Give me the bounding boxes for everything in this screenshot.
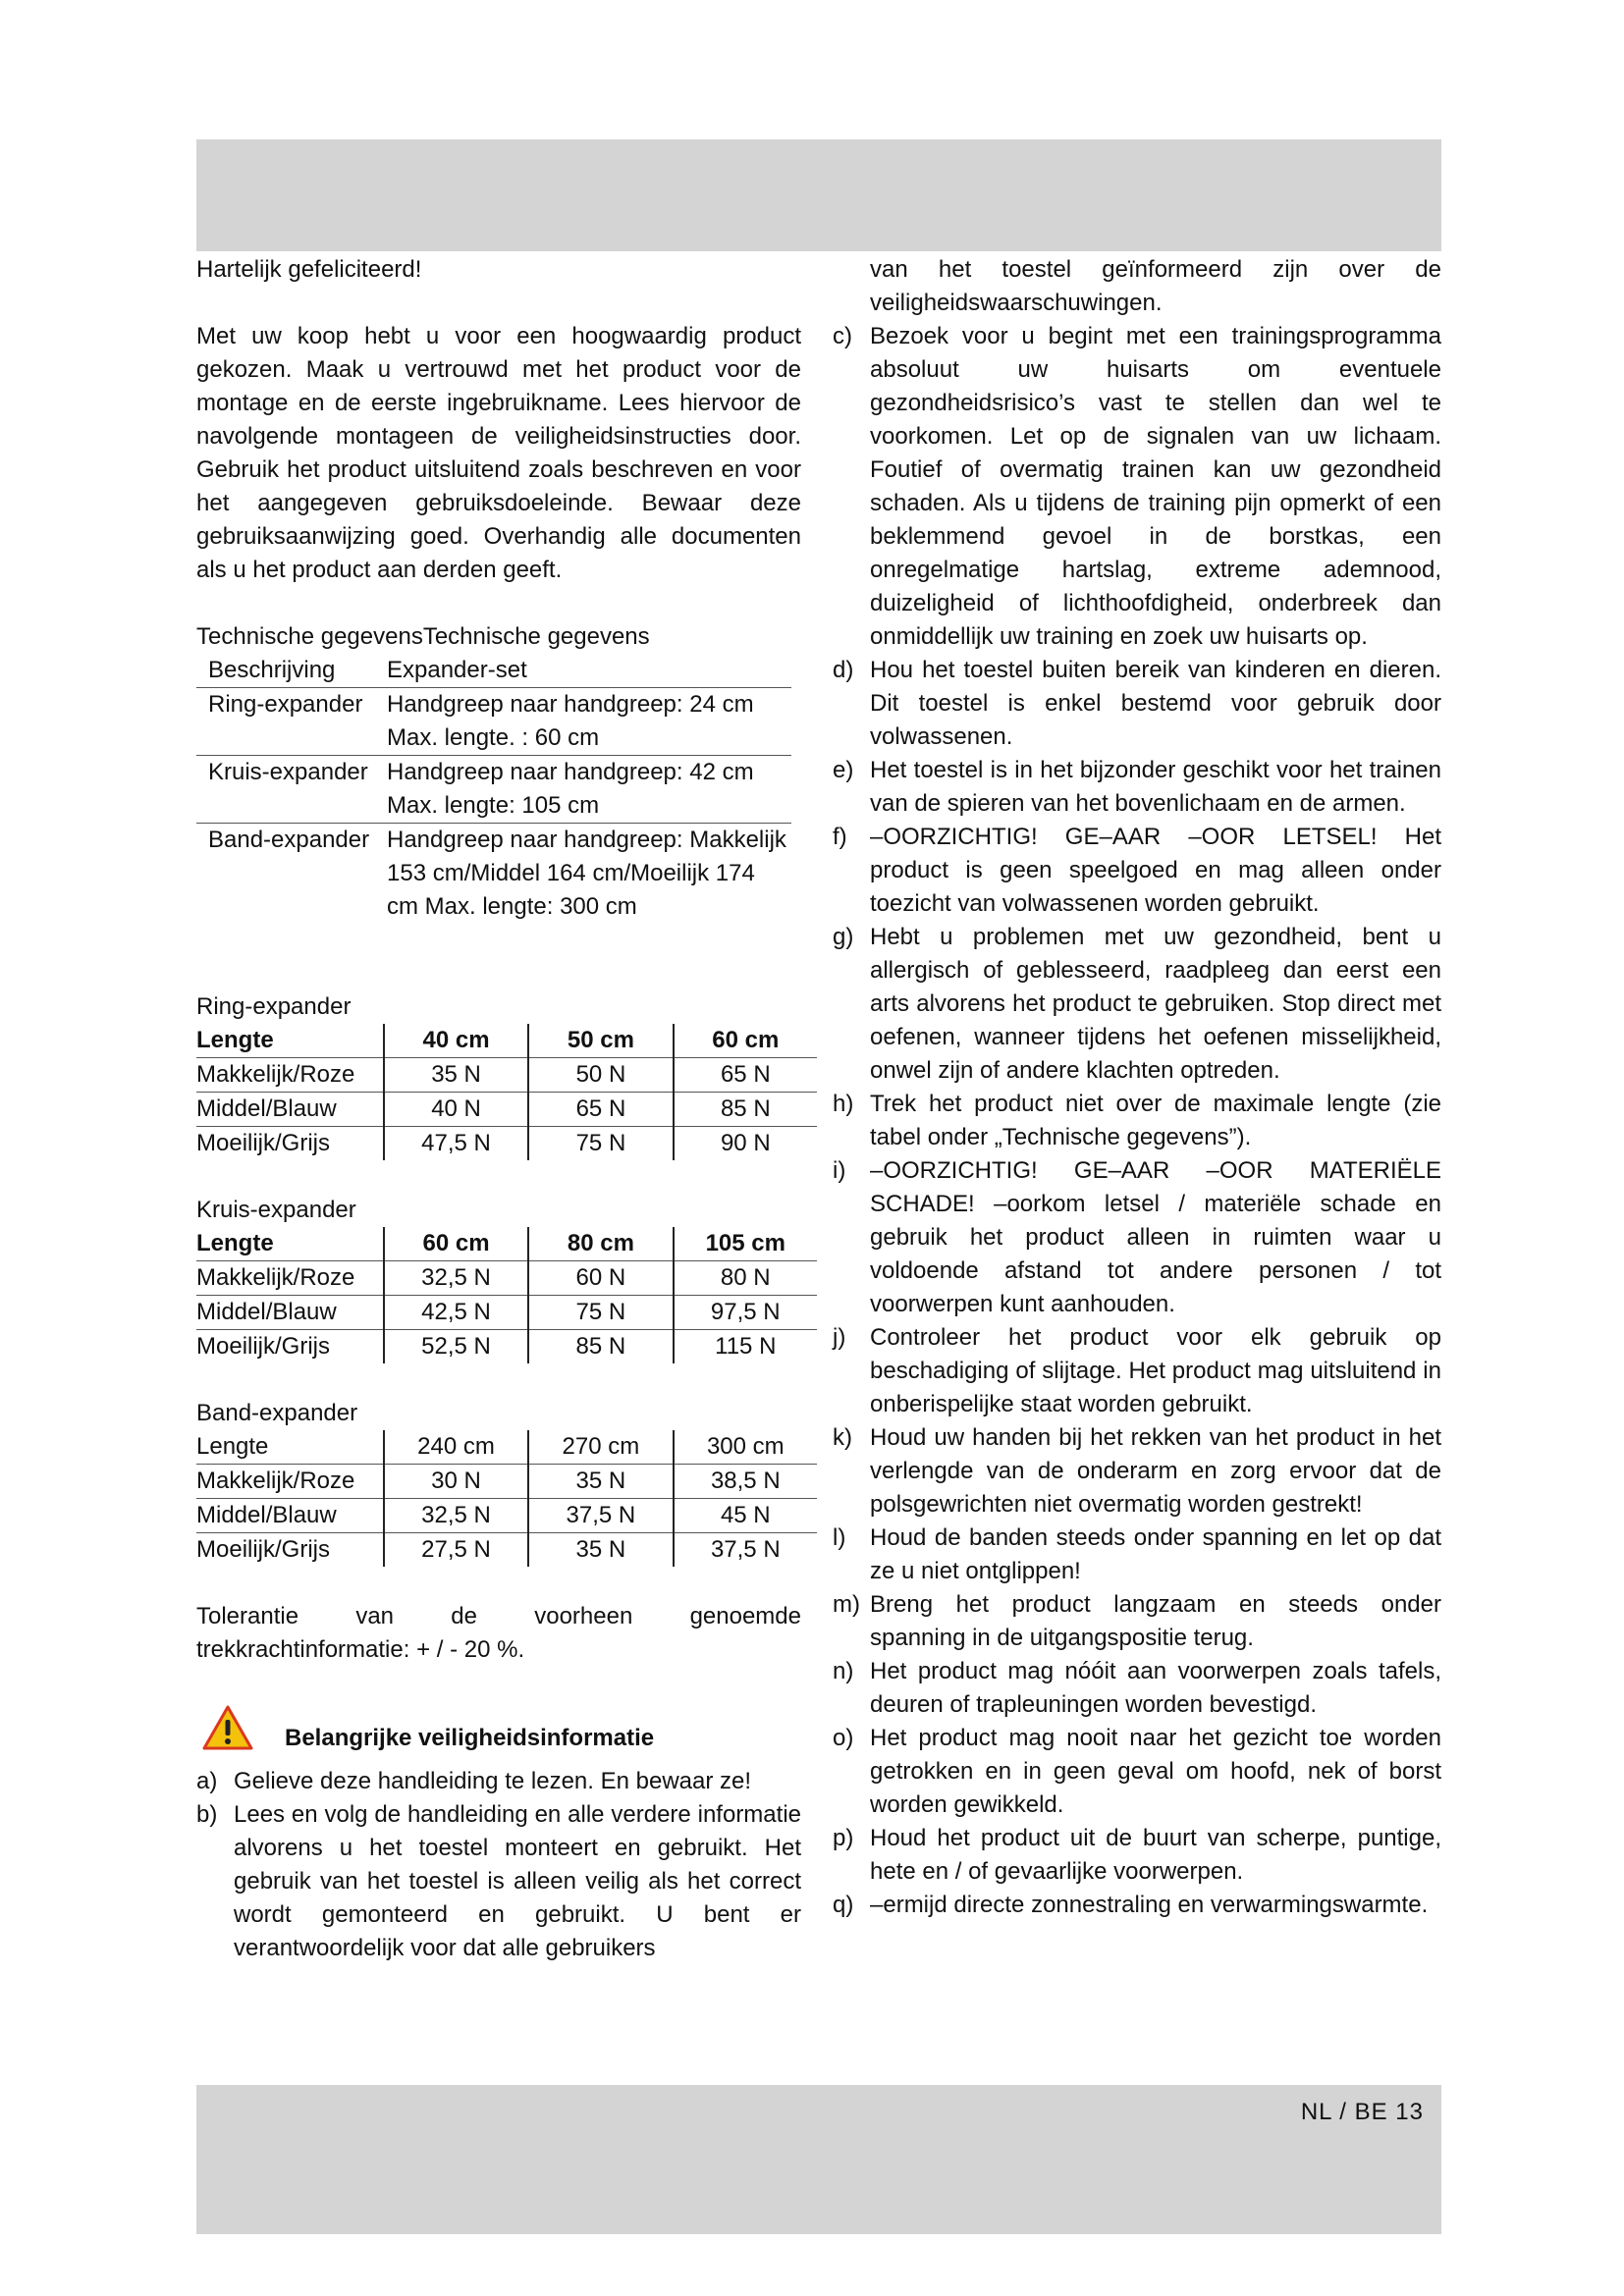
footer-band <box>196 2085 1441 2234</box>
item-text: Gelieve deze handleiding te lezen. En bewaar ze! <box>234 1768 752 1794</box>
safety-title: Belangrijke veiligheidsinformatie <box>285 1725 655 1751</box>
table-row <box>196 1533 817 1568</box>
item-marker: i) <box>833 1157 846 1184</box>
right-column <box>833 253 1441 1922</box>
table-cell: 35 N <box>528 1465 673 1499</box>
tech-label: Beschrijving <box>208 657 336 683</box>
safety-item <box>833 921 1441 1088</box>
tech-row <box>196 688 791 756</box>
table-cell: 75 N <box>528 1296 673 1330</box>
safety-item <box>833 1588 1441 1655</box>
safety-item <box>833 320 1441 654</box>
safety-item <box>196 1798 801 1965</box>
safety-list-left <box>196 1765 801 1965</box>
table-cell: 115 N <box>674 1330 817 1364</box>
safety-item <box>833 1889 1441 1922</box>
table-header-row <box>196 1430 817 1465</box>
table-header-row <box>196 1024 817 1058</box>
item-text: Trek het product niet over de maximale lengte (zie tabel onder „Technische gegevens”). <box>870 1091 1441 1150</box>
safety-list-right <box>833 253 1441 1922</box>
item-text: –OORZICHTIG! GE–AAR –OOR MATERIËLE SCHADE! –oorkom letsel / materiële schade en gebruik het product alleen in ruimten waar u voldoende afstand tot andere personen / tot voorwerpen kunt aanhouden. <box>870 1157 1441 1317</box>
item-marker: n) <box>833 1658 854 1684</box>
header-cell: 40 cm <box>384 1024 528 1058</box>
table-row <box>196 1058 817 1093</box>
safety-item <box>833 1154 1441 1321</box>
header-cell: Lengte <box>196 1430 384 1465</box>
band-expander-title: Band-expander <box>196 1400 358 1426</box>
table-cell: Moeilijk/Grijs <box>196 1130 331 1156</box>
tech-label: Kruis-expander <box>208 759 368 785</box>
tech-value: Handgreep naar handgreep: Makkelijk 153 cm/Middel 164 cm/Moeilijk 174 cm Max. lengte: 300 cm <box>387 827 786 920</box>
safety-item <box>833 1088 1441 1154</box>
table-cell: 65 N <box>528 1093 673 1127</box>
header-cell: 270 cm <box>528 1430 673 1465</box>
table-cell: 37,5 N <box>528 1499 673 1533</box>
safety-item <box>833 1321 1441 1421</box>
table-cell: Moeilijk/Grijs <box>196 1333 331 1360</box>
kruis-expander-title: Kruis-expander <box>196 1197 356 1223</box>
table-cell: 35 N <box>384 1058 528 1093</box>
table-cell: 40 N <box>384 1093 528 1127</box>
safety-item-continued <box>833 253 1441 320</box>
table-cell: 30 N <box>384 1465 528 1499</box>
item-marker: a) <box>196 1768 218 1794</box>
item-marker: m) <box>833 1591 860 1618</box>
ring-expander-title: Ring-expander <box>196 993 352 1020</box>
item-text: Het product mag nóóit aan voorwerpen zoals tafels, deuren of trapleuningen worden bevestigd. <box>870 1658 1441 1718</box>
item-text: Controleer het product voor elk gebruik op beschadiging of slijtage. Het product mag uitsluitend in onberispelijke staat worden gebruikt. <box>870 1324 1441 1417</box>
tech-heading: Technische gegevensTechnische gegevens <box>196 623 650 650</box>
safety-item <box>196 1765 801 1798</box>
table-cell: 47,5 N <box>384 1127 528 1161</box>
item-text: Hebt u problemen met uw gezondheid, bent u allergisch of geblesseerd, raadpleeg dan eerst een arts alvorens het product te gebruiken. Stop direct met oefenen, wanneer tijdens het oefenen misselijkheid, onwel zijn of andere klachten optreden. <box>870 924 1441 1084</box>
table-cell: Middel/Blauw <box>196 1093 384 1127</box>
table-row <box>196 1330 817 1364</box>
table-cell: 85 N <box>528 1330 673 1364</box>
table-cell: Makkelijk/Roze <box>196 1261 384 1296</box>
safety-item <box>833 754 1441 821</box>
item-text: –OORZICHTIG! GE–AAR –OOR LETSEL! Het product is geen speelgoed en mag alleen onder toezicht van volwassenen worden gebruikt. <box>870 824 1441 917</box>
table-cell: 97,5 N <box>674 1296 817 1330</box>
header-cell: 300 cm <box>674 1430 817 1465</box>
table-cell: Makkelijk/Roze <box>196 1465 384 1499</box>
band-expander-table <box>196 1430 817 1567</box>
tech-row <box>196 756 791 824</box>
item-text: Houd het product uit de buurt van scherpe, puntige, hete en / of gevaarlijke voorwerpen. <box>870 1825 1441 1885</box>
safety-item <box>833 1655 1441 1722</box>
header-cell: 50 cm <box>528 1024 673 1058</box>
left-column <box>196 253 801 1965</box>
header-band <box>196 139 1441 251</box>
table-cell: 75 N <box>528 1127 673 1161</box>
greeting: Hartelijk gefeliciteerd! <box>196 256 422 283</box>
item-marker: b) <box>196 1801 218 1828</box>
table-cell: 85 N <box>674 1093 817 1127</box>
table-cell: Makkelijk/Roze <box>196 1058 384 1093</box>
header-cell: Lengte <box>196 1227 384 1261</box>
table-cell: Middel/Blauw <box>196 1296 384 1330</box>
item-marker: o) <box>833 1725 854 1751</box>
safety-item <box>833 1522 1441 1588</box>
item-marker: e) <box>833 757 854 783</box>
table-row <box>196 1093 817 1127</box>
header-cell: 60 cm <box>674 1024 817 1058</box>
tech-value: Handgreep naar handgreep: 42 cm Max. lengte: 105 cm <box>387 759 754 819</box>
item-marker: g) <box>833 924 854 950</box>
item-text: –ermijd directe zonnestraling en verwarmingswarmte. <box>870 1892 1429 1918</box>
tolerance-note: Tolerantie van de voorheen genoemde trekkrachtinformatie: + / - 20 %. <box>196 1603 801 1663</box>
header-cell: 105 cm <box>674 1227 817 1261</box>
safety-item <box>833 821 1441 921</box>
safety-item <box>833 1822 1441 1889</box>
item-text: van het toestel geïnformeerd zijn over de veiligheidswaarschuwingen. <box>870 256 1441 316</box>
tech-value: Handgreep naar handgreep: 24 cm Max. lengte. : 60 cm <box>387 691 754 751</box>
table-cell: Moeilijk/Grijs <box>196 1536 331 1563</box>
item-marker: h) <box>833 1091 854 1117</box>
table-cell: 32,5 N <box>384 1261 528 1296</box>
tech-label: Band-expander <box>208 827 370 853</box>
table-cell: 45 N <box>674 1499 817 1533</box>
table-cell: 38,5 N <box>674 1465 817 1499</box>
warning-triangle-icon <box>202 1704 253 1751</box>
item-marker: k) <box>833 1424 852 1451</box>
intro-paragraph: Met uw koop hebt u voor een hoogwaardig product gekozen. Maak u vertrouwd met het product voor de montage en de eerste ingebruikname. Lees hiervoor de navolgende montageen de veiligheidsinstructies door. Gebruik het product uitsluitend zoals beschreven en voor het aangegeven gebruiksdoeleinde. Bewaar deze gebruiksaanwijzing goed. Overhandig alle documenten als u het product aan derden geeft. <box>196 323 801 583</box>
table-row <box>196 1465 817 1499</box>
item-text: Lees en volg de handleiding en alle verdere informatie alvorens u het toestel monteert en gebruikt. Het gebruik van het toestel is alleen veilig als het correct wordt gemonteerd en gebruikt. U bent er verantwoordelijk voor dat alle gebruikers <box>234 1801 801 1961</box>
table-cell: 80 N <box>674 1261 817 1296</box>
table-cell: 60 N <box>528 1261 673 1296</box>
table-header-row <box>196 1227 817 1261</box>
tech-label: Ring-expander <box>208 691 363 718</box>
item-text: Houd uw handen bij het rekken van het product in het verlengde van de onderarm en zorg ervoor dat de polsgewrichten niet overmatig worden gestrekt! <box>870 1424 1441 1518</box>
table-cell: 50 N <box>528 1058 673 1093</box>
item-marker: l) <box>833 1524 846 1551</box>
header-cell: 80 cm <box>528 1227 673 1261</box>
item-marker: c) <box>833 323 852 349</box>
header-cell: Lengte <box>196 1024 384 1058</box>
header-cell: 60 cm <box>384 1227 528 1261</box>
safety-item <box>833 1421 1441 1522</box>
table-cell: 35 N <box>528 1533 673 1568</box>
table-cell: 27,5 N <box>384 1533 528 1568</box>
tech-table <box>196 654 791 924</box>
table-cell: 42,5 N <box>384 1296 528 1330</box>
table-cell: 52,5 N <box>384 1330 528 1364</box>
item-marker: p) <box>833 1825 854 1851</box>
table-cell: 37,5 N <box>674 1533 817 1568</box>
table-row <box>196 1127 817 1161</box>
tech-value: Expander-set <box>387 657 527 683</box>
item-marker: d) <box>833 657 854 683</box>
table-cell: Middel/Blauw <box>196 1499 384 1533</box>
item-text: Bezoek voor u begint met een trainingsprogramma absoluut uw huisarts om eventuele gezondheidsrisico’s vast te stellen dan wel te voorkomen. Let op de signalen van uw lichaam. Foutief of overmatig trainen kan uw gezondheid schaden. Als u tijdens de training pijn opmerkt of een beklemmend gevoel in de borstkas, een onregelmatige hartslag, extreme ademnood, duizeligheid of lichthoofdigheid, onderbreek dan onmiddellijk uw training en zoek uw huisarts op. <box>870 323 1441 650</box>
tech-row <box>196 654 791 688</box>
ring-expander-table <box>196 1024 817 1160</box>
safety-item <box>833 654 1441 754</box>
table-row <box>196 1261 817 1296</box>
item-text: Breng het product langzaam en steeds onder spanning in de uitgangspositie terug. <box>870 1591 1441 1651</box>
header-cell: 240 cm <box>384 1430 528 1465</box>
page-number: NL / BE 13 <box>1300 2099 1424 2125</box>
item-text: Hou het toestel buiten bereik van kinderen en dieren. Dit toestel is enkel bestemd voor gebruik door volwassenen. <box>870 657 1441 750</box>
table-row <box>196 1499 817 1533</box>
table-cell: 32,5 N <box>384 1499 528 1533</box>
item-text: Houd de banden steeds onder spanning en let op dat ze u niet ontglippen! <box>870 1524 1441 1584</box>
safety-item <box>833 1722 1441 1822</box>
kruis-expander-table <box>196 1227 817 1363</box>
item-marker: j) <box>833 1324 846 1351</box>
item-marker: q) <box>833 1892 854 1918</box>
tech-row <box>196 824 791 925</box>
table-cell: 65 N <box>674 1058 817 1093</box>
item-marker: f) <box>833 824 847 850</box>
table-row <box>196 1296 817 1330</box>
table-cell: 90 N <box>674 1127 817 1161</box>
item-text: Het toestel is in het bijzonder geschikt voor het trainen van de spieren van het bovenlichaam en de armen. <box>870 757 1441 817</box>
item-text: Het product mag nooit naar het gezicht toe worden getrokken en in geen geval om hoofd, nek of borst worden gewikkeld. <box>870 1725 1441 1818</box>
safety-heading <box>196 1700 801 1765</box>
